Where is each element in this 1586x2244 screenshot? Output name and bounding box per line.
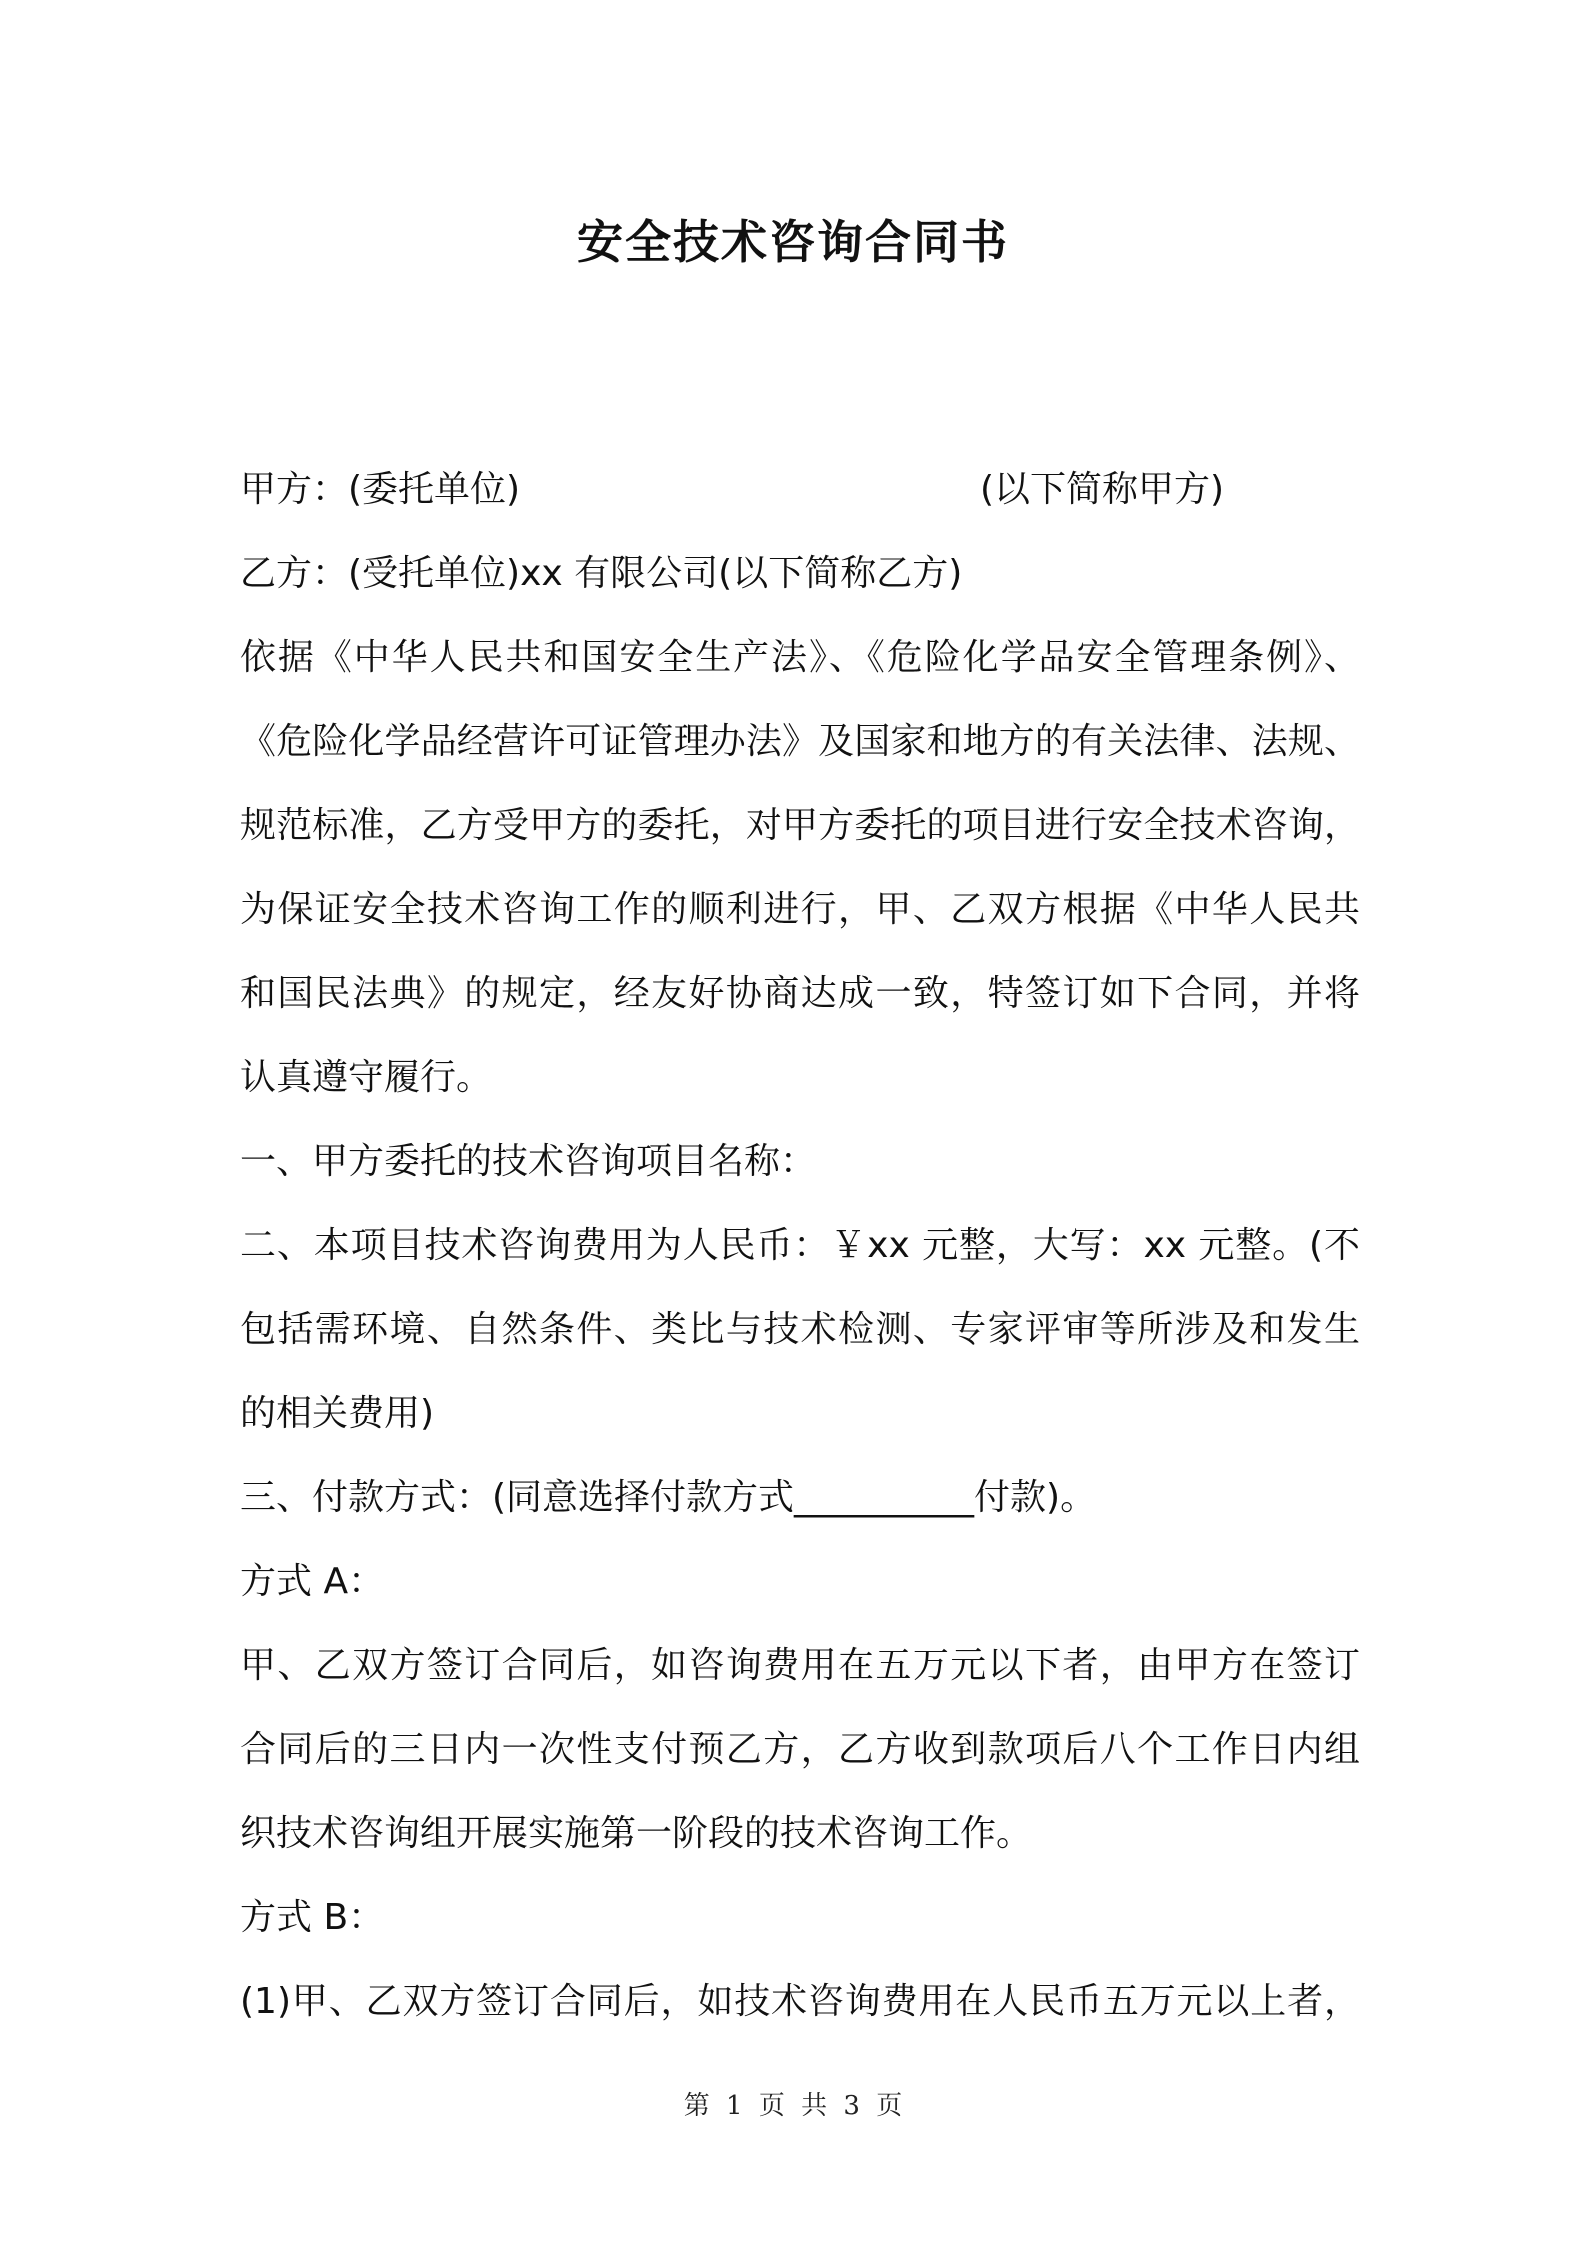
document-body: [240, 448, 1360, 2044]
method-b-label: 方式 B：: [240, 1897, 385, 1938]
clause-2-line: 的相关费用): [240, 1393, 435, 1434]
method-a-paragraph: [240, 1624, 1360, 1876]
clause-2-line: 二、本项目技术咨询费用为人民币：￥xx 元整，大写：xx 元整。(不: [240, 1225, 1360, 1266]
party-a-suffix: (以下简称甲方): [980, 469, 1225, 510]
party-b-line: 乙方：(受托单位)xx 有限公司(以下简称乙方): [240, 553, 963, 594]
method-a-label: 方式 A：: [240, 1561, 385, 1602]
preamble-line: 为保证安全技术咨询工作的顺利进行，甲、乙双方根据《中华人民共: [240, 889, 1360, 930]
preamble-line: 《危险化学品经营许可证管理办法》及国家和地方的有关法律、法规、: [240, 721, 1360, 762]
party-a-line: [240, 448, 1360, 532]
page-footer: 第 1 页 共 3 页: [683, 2091, 903, 2121]
clause-1: 一、甲方委托的技术咨询项目名称：: [240, 1141, 817, 1182]
method-a-line: 织技术咨询组开展实施第一阶段的技术咨询工作。: [240, 1813, 1033, 1854]
clause-2-line: 包括需环境、自然条件、类比与技术检测、专家评审等所涉及和发生: [240, 1309, 1360, 1350]
party-a-label: 甲方：(委托单位): [240, 469, 521, 510]
preamble-line: 认真遵守履行。: [240, 1057, 493, 1098]
preamble-line: 和国民法典》的规定，经友好协商达成一致，特签订如下合同，并将: [240, 973, 1360, 1014]
preamble-paragraph: [240, 616, 1360, 1120]
method-a-line: 合同后的三日内一次性支付预乙方，乙方收到款项后八个工作日内组: [240, 1729, 1360, 1770]
document-title: 安全技术咨询合同书: [577, 215, 1009, 269]
method-b-line-1: (1)甲、乙双方签订合同后，如技术咨询费用在人民币五万元以上者，: [240, 1981, 1360, 2022]
clause-3: 三、付款方式：(同意选择付款方式__________付款)。: [240, 1477, 1097, 1518]
preamble-line: 依据《中华人民共和国安全生产法》、《危险化学品安全管理条例》、: [240, 637, 1360, 678]
preamble-line: 规范标准，乙方受甲方的委托，对甲方委托的项目进行安全技术咨询，: [240, 805, 1360, 846]
method-a-line: 甲、乙双方签订合同后，如咨询费用在五万元以下者，由甲方在签订: [240, 1645, 1360, 1686]
clause-2-paragraph: [240, 1204, 1360, 1456]
